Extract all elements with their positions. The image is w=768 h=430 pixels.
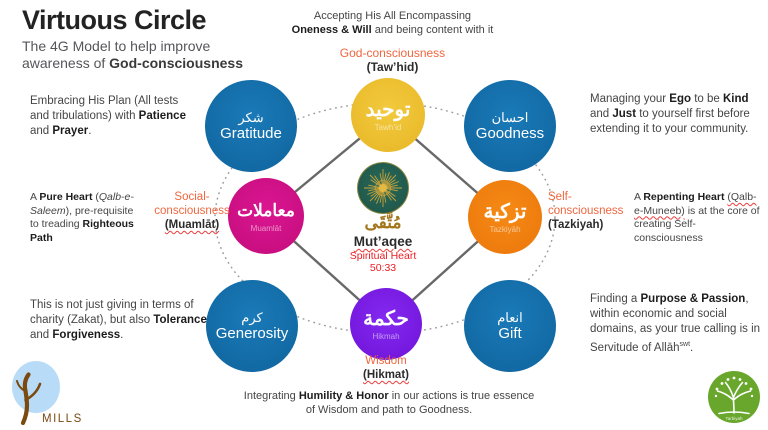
text-segment: A <box>30 191 40 203</box>
label-god-consciousness <box>250 46 535 74</box>
note-top-right <box>590 92 765 137</box>
text-segment: ( <box>92 191 99 203</box>
circle-goodness[interactable] <box>464 80 556 172</box>
subtitle-line2-prefix: awareness of <box>22 55 110 71</box>
muamlat-calligraphy: معاملات <box>237 200 295 220</box>
text-segment: . <box>88 125 92 137</box>
note-bottom-right <box>590 292 765 356</box>
note-bottom-left <box>30 298 208 343</box>
circle-hikmah[interactable] <box>350 288 422 360</box>
text-segment: Pure Heart <box>39 191 93 203</box>
social-line2: consciousness <box>154 205 230 217</box>
text-segment: Forgiveness <box>52 329 121 341</box>
generosity-label: Generosity <box>215 324 289 342</box>
subtitle-line1: The 4G Model to help improve <box>22 38 211 54</box>
tazkiyah-label: Tazkiyāh <box>489 224 521 234</box>
mutaqee-name: Mut’aqee <box>353 234 413 249</box>
text-segment: Integrating <box>243 390 299 402</box>
page-title: Virtuous Circle <box>22 5 207 35</box>
hikmah-calligraphy: حكمة <box>363 307 409 330</box>
note-mid-right <box>634 191 764 245</box>
god-consciousness-name: God-consciousness <box>339 46 446 60</box>
text-segment: Prayer <box>52 125 89 137</box>
tarbiyah-logo <box>707 370 761 429</box>
text-segment: Finding a <box>590 293 641 305</box>
circle-tawhid[interactable] <box>351 78 425 152</box>
social-line1: Social- <box>174 191 210 203</box>
gift-label: Gift <box>498 324 522 342</box>
note-bottom-center <box>239 389 539 417</box>
circle-mutaqee[interactable] <box>357 162 409 214</box>
page-subtitle <box>22 38 243 72</box>
wisdom-name: Wisdom <box>365 355 407 367</box>
generosity-arabic: كرم <box>241 309 263 325</box>
text-segment: Humility & Honor <box>298 390 389 402</box>
self-line2: consciousness <box>548 205 624 217</box>
gift-arabic: انعام <box>497 309 523 325</box>
circle-generosity[interactable] <box>206 280 298 372</box>
tawhid-calligraphy: توحيد <box>365 98 411 121</box>
text-segment: Embracing His Plan (All tests and tribulations) with <box>30 95 179 122</box>
mills-logo <box>6 360 96 430</box>
note-top-left <box>30 94 198 139</box>
text-segment: Managing your <box>590 93 670 105</box>
center-stack <box>323 213 443 274</box>
text-segment: Repenting Heart <box>643 191 725 203</box>
text-segment: Tolerance <box>153 314 207 326</box>
top-note-line1: Accepting His All Encompassing <box>313 10 472 22</box>
hikmah-label: Hikmah <box>372 331 400 341</box>
text-segment: and <box>30 329 53 341</box>
social-term: (Muamlāt) <box>164 219 220 231</box>
top-note-rest: and being content with it <box>371 24 494 36</box>
self-line1: Self- <box>548 191 572 203</box>
subtitle-line2-bold: God-consciousness <box>109 55 243 71</box>
text-segment: Kind <box>722 93 749 105</box>
text-segment: is at the core of creating Self-consciousness <box>634 204 760 244</box>
text-segment: to yourself first before extending it to your community. <box>590 108 750 135</box>
wisdom-term: (Hikmat) <box>362 369 409 381</box>
text-segment: swt <box>679 341 691 348</box>
gratitude-arabic: شكر <box>238 109 264 125</box>
circle-tazkiyah[interactable] <box>468 180 542 254</box>
header <box>22 5 243 72</box>
text-segment: Righteous Path <box>30 218 134 244</box>
text-segment: This is not just giving in terms of charity (Zakat), but also <box>30 299 194 326</box>
text-segment: Just <box>612 108 637 120</box>
text-segment: (Qalb-e-Muneeb) <box>634 191 757 217</box>
top-note-bold: Oneness & Will <box>291 24 372 36</box>
tawhid-label: Tawh’id <box>374 122 402 132</box>
muamlat-label: Muamlāt <box>250 223 282 233</box>
label-social-consciousness <box>142 190 242 232</box>
text-segment: , within economic and social domains, as your true calling is in Servitude of Allāh <box>590 293 761 354</box>
self-term: (Tazkiyah) <box>548 219 604 231</box>
tarbiyah-tree-icon <box>707 370 761 424</box>
goodness-arabic: احسان <box>491 109 529 125</box>
god-consciousness-term: (Taw’hid) <box>366 60 419 74</box>
gratitude-label: Gratitude <box>220 124 282 142</box>
circle-gratitude[interactable] <box>205 80 297 172</box>
circle-gift[interactable] <box>464 280 556 372</box>
text-segment: A <box>634 191 644 203</box>
text-segment: and <box>590 108 613 120</box>
text-segment: Ego <box>669 93 692 105</box>
tazkiyah-calligraphy: تزكية <box>483 200 527 223</box>
note-mid-left <box>30 191 142 245</box>
goodness-label: Goodness <box>475 124 545 142</box>
starburst-icon <box>361 166 405 210</box>
text-segment: ), pre-requisite to treading <box>30 204 134 230</box>
mills-tree-icon <box>6 360 96 426</box>
spiritual-heart-label: Spiritual Heart <box>349 250 417 262</box>
text-segment: and <box>30 125 53 137</box>
quran-ref: 50:33 <box>369 262 397 274</box>
mills-wordmark: MILLS <box>42 413 83 425</box>
mutaqee-arabic: مُتَّقَى <box>364 213 402 232</box>
text-segment: . <box>690 341 694 354</box>
text-segment: . <box>120 329 124 341</box>
text-segment: in our actions is true essence of Wisdom and path to Goodness. <box>305 390 535 416</box>
text-segment: Patience <box>138 110 186 122</box>
tarbiyah-wordmark: Tarbiyah <box>725 416 743 421</box>
text-segment: to be <box>691 93 723 105</box>
note-top-center <box>250 9 535 74</box>
text-segment: Purpose & Passion <box>640 293 746 305</box>
label-wisdom <box>326 354 446 382</box>
text-segment: Qalb-e-Saleem <box>30 191 134 217</box>
